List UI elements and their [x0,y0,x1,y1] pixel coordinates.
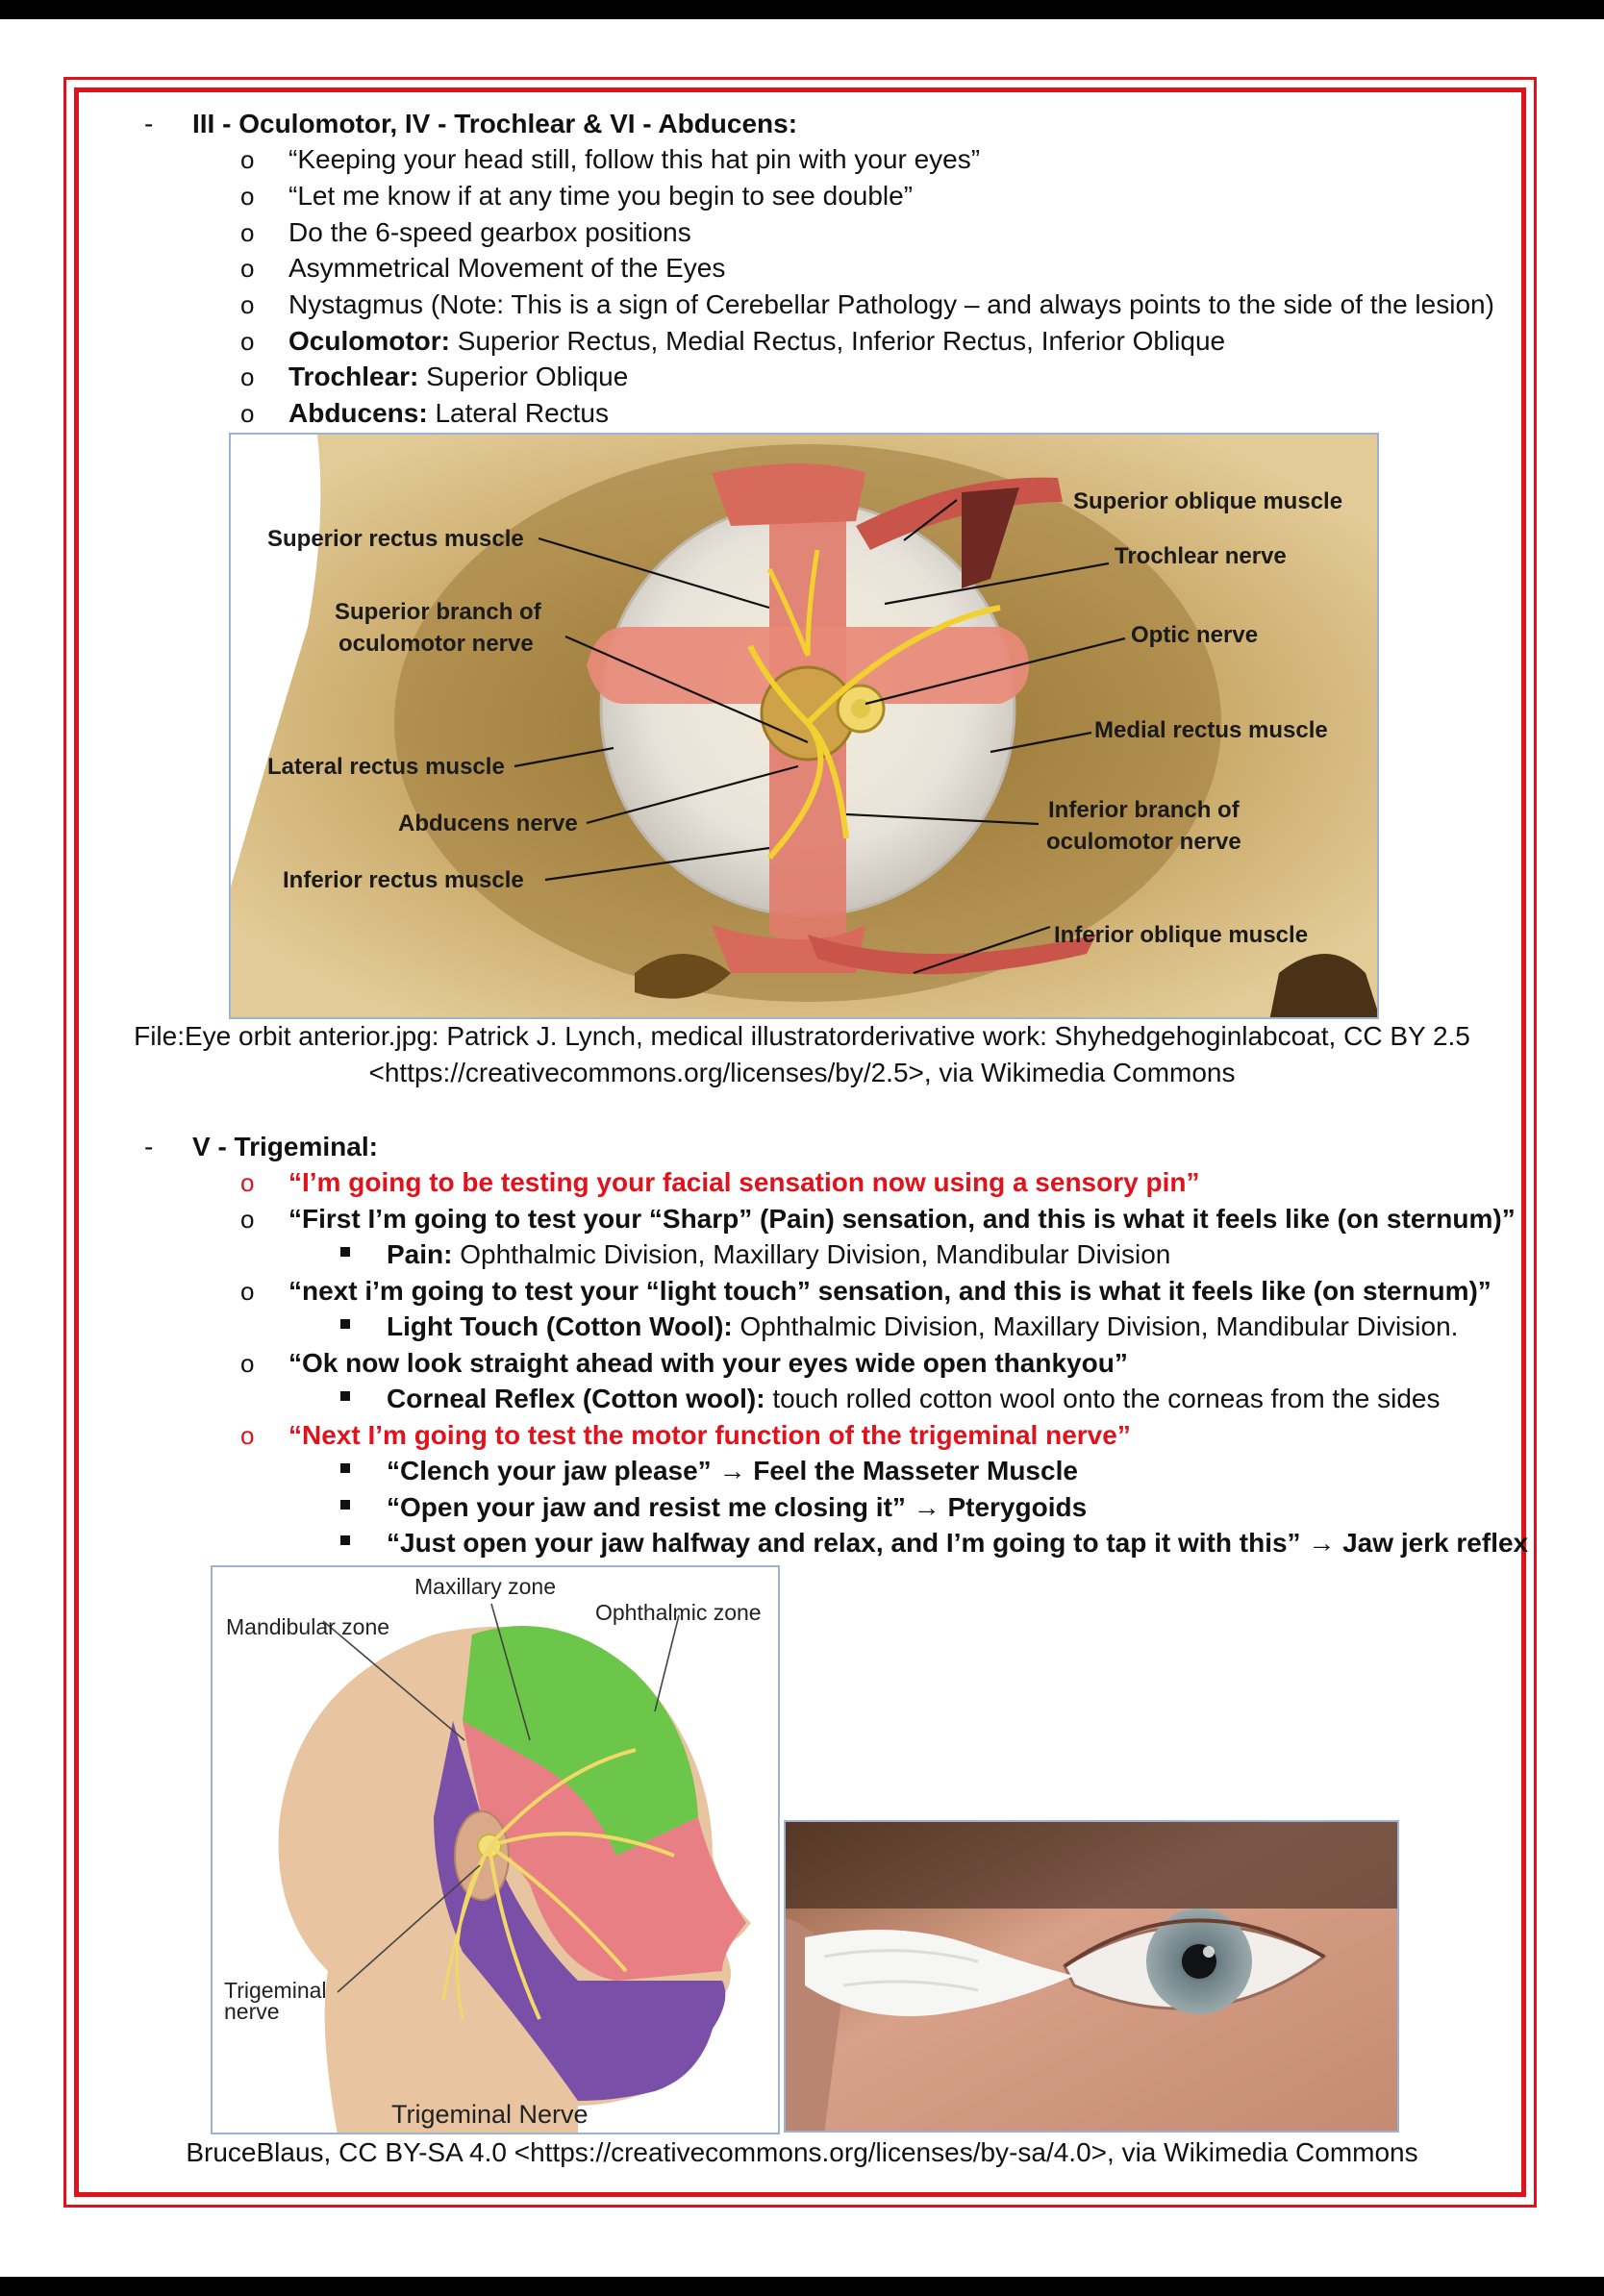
eye-orbit-figure [229,433,1379,1019]
circle-bullet: o [240,290,255,319]
section-dash: - [144,109,154,138]
item-label: Pain: [387,1239,453,1269]
circle-bullet: o [240,1168,255,1197]
circle-bullet: o [240,145,255,174]
circle-bullet: o [240,182,255,211]
item-label: Corneal Reflex (Cotton wool): [387,1384,765,1413]
circle-bullet: o [240,1205,255,1234]
figure1-caption-line2: <https://creativecommons.org/licenses/by/2.5>, via Wikimedia Commons [368,1058,1236,1087]
label-inferior-rectus: Inferior rectus muscle [283,867,524,893]
item-text: touch rolled cotton wool onto the corneas from the sides [764,1384,1441,1413]
bottom-black-bar [0,2277,1604,2296]
section-dash: - [144,1132,154,1161]
corneal-reflex-illustration [786,1822,1399,2133]
top-black-bar [0,0,1604,19]
trigeminal-head-illustration [213,1567,780,2134]
list-item: Nystagmus (Note: This is a sign of Cerebellar Pathology – and always points to the side of the lesion) [288,289,1494,319]
label-ophthalmic-zone: Ophthalmic zone [595,1600,762,1625]
label-maxillary-zone: Maxillary zone [414,1574,556,1599]
list-item: “Next I’m going to test the motor function of the trigeminal nerve” [288,1420,1131,1450]
label-superior-branch-2: oculomotor nerve [338,631,534,657]
list-item: “Keeping your head still, follow this hat pin with your eyes” [288,144,981,174]
circle-bullet: o [240,1421,255,1450]
item-label: Light Touch (Cotton Wool): [387,1311,733,1341]
label-abducens: Abducens nerve [398,811,578,836]
circle-bullet: o [240,327,255,356]
section-heading: V - Trigeminal: [192,1132,378,1161]
label-superior-rectus: Superior rectus muscle [267,526,524,552]
list-item: “Ok now look straight ahead with your eyes wide open thankyou” [288,1348,1128,1378]
list-item: Asymmetrical Movement of the Eyes [288,253,726,283]
corneal-reflex-photo [784,1820,1399,2133]
circle-bullet: o [240,1349,255,1378]
label-superior-branch-1: Superior branch of [335,599,541,625]
label-inferior-oblique: Inferior oblique muscle [1054,922,1309,948]
circle-bullet: o [240,362,255,391]
figure2-caption: BruceBlaus, CC BY-SA 4.0 <https://creativecommons.org/licenses/by-sa/4.0>, via Wikimedia Commons [186,2137,1418,2167]
square-bullet [340,1463,350,1473]
label-mandibular-zone: Mandibular zone [226,1614,390,1639]
list-item: “Let me know if at any time you begin to see double” [288,181,914,211]
label-lateral-rectus: Lateral rectus muscle [267,754,505,780]
item-text: Superior Oblique [418,362,629,391]
item-label: Oculomotor: [288,326,450,356]
label-trigeminal-2: nerve [224,1999,280,2024]
square-bullet [340,1319,350,1329]
label-trigeminal-1: Trigeminal [224,1978,327,2003]
sub-list-item: “Clench your jaw please” → Feel the Masseter Muscle [387,1456,1078,1485]
list-item [288,325,1225,358]
list-item [288,397,609,430]
trigeminal-figure [211,1565,780,2134]
square-bullet [340,1247,350,1257]
circle-bullet: o [240,1277,255,1306]
label-inferior-branch-1: Inferior branch of [1048,797,1240,823]
list-item: “I’m going to be testing your facial sensation now using a sensory pin” [288,1167,1200,1197]
item-text: Ophthalmic Division, Maxillary Division, Mandibular Division. [732,1311,1459,1341]
figure1-caption-line1: File:Eye orbit anterior.jpg: Patrick J. Lynch, medical illustratorderivative work: Shyhedgehoginlabcoat, CC BY 2.5 [134,1021,1470,1051]
label-inferior-branch-2: oculomotor nerve [1046,829,1241,855]
sub-list-item [387,1383,1441,1415]
square-bullet [340,1391,350,1401]
circle-bullet: o [240,399,255,428]
list-item: Do the 6-speed gearbox positions [288,217,691,247]
item-label: Trochlear: [288,362,419,391]
item-label: Abducens: [288,398,428,428]
item-text: Lateral Rectus [427,398,610,428]
item-text: Ophthalmic Division, Maxillary Division, Mandibular Division [452,1239,1171,1269]
sub-list-item [387,1310,1458,1343]
label-trochlear: Trochlear nerve [1115,543,1287,569]
list-item: “First I’m going to test your “Sharp” (Pain) sensation, and this is what it feels like (on sternum)” [288,1204,1516,1234]
circle-bullet: o [240,218,255,247]
section-heading: III - Oculomotor, IV - Trochlear & VI - Abducens: [192,109,798,138]
list-item: “next i’m going to test your “light touch” sensation, and this is what it feels like (on sternum)” [288,1276,1491,1306]
label-superior-oblique: Superior oblique muscle [1073,488,1343,514]
square-bullet [340,1500,350,1510]
sub-list-item [387,1238,1170,1271]
eye-orbit-illustration [231,435,1379,1019]
sub-list-item: “Open your jaw and resist me closing it” → Pterygoids [387,1492,1088,1522]
item-text: Superior Rectus, Medial Rectus, Inferior Rectus, Inferior Oblique [450,326,1226,356]
label-trigeminal-title: Trigeminal Nerve [391,2100,589,2129]
square-bullet [340,1535,350,1545]
sub-list-item: “Just open your jaw halfway and relax, and I’m going to tap it with this” → Jaw jerk reflex [387,1528,1529,1558]
circle-bullet: o [240,254,255,283]
label-optic: Optic nerve [1131,622,1259,648]
label-medial-rectus: Medial rectus muscle [1094,717,1328,743]
list-item [288,361,628,393]
